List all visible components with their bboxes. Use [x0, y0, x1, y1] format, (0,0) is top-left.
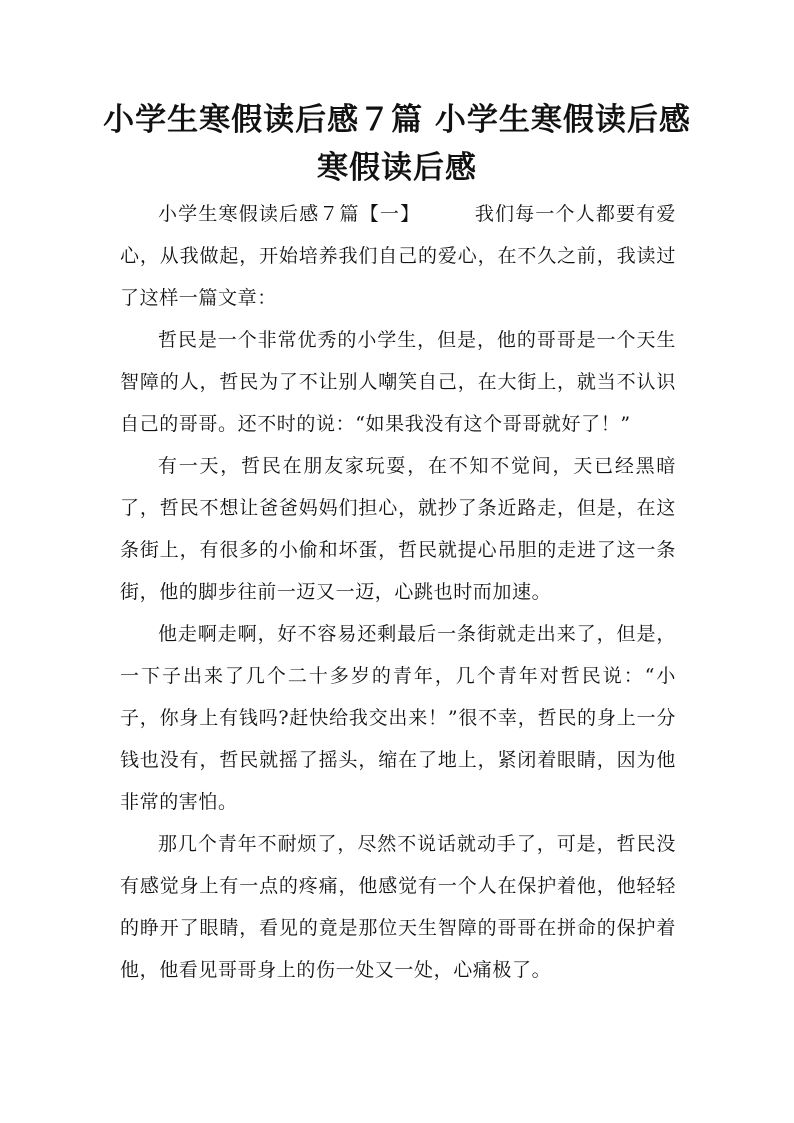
paragraph-3: 有一天，哲民在朋友家玩耍，在不知不觉间，天已经黑暗了，哲民不想让爸爸妈妈们担心，就抄了条近路走，但是，在这条街上，有很多的小偷和坏蛋，哲民就提心吊胆的走进了这一条街，他的脚步往前一迈又一迈，心跳也时而加速。 [120, 455, 676, 603]
paragraph-4: 他走啊走啊，好不容易还剩最后一条街就走出来了，但是，一下子出来了几个二十多岁的青年，几个青年对哲民说：“小子，你身上有钱吗?赶快给我交出来！”很不幸，哲民的身上一分钱也没有，哲民就摇了摇头，缩在了地上，紧闭着眼睛，因为他非常的害怕。 [120, 623, 676, 813]
paragraph-5: 那几个青年不耐烦了，尽然不说话就动手了，可是，哲民没有感觉身上有一点的疼痛，他感觉有一个人在保护着他，他轻轻的睁开了眼睛，看见的竟是那位天生智障的哥哥在拼命的保护着他，他看见哥哥身上的伤一处又一处，心痛极了。 [120, 833, 676, 981]
document-title: 小学生寒假读后感７篇 小学生寒假读后感 寒假读后感 [103, 102, 691, 186]
paragraph-1 [120, 193, 676, 319]
paragraph-text: 我们每一个人都要有爱心，从我做起，开始培养我们自己的爱心，在不久之前，我读过了这样一篇文章： [120, 203, 676, 309]
section-heading: 小学生寒假读后感７篇【一】 [158, 203, 421, 225]
document-body [120, 193, 676, 991]
paragraph-2: 哲民是一个非常优秀的小学生，但是，他的哥哥是一个天生智障的人，哲民为了不让别人嘲笑自己，在大街上，就当不认识自己的哥哥。还不时的说：“如果我没有这个哥哥就好了！” [120, 329, 676, 435]
